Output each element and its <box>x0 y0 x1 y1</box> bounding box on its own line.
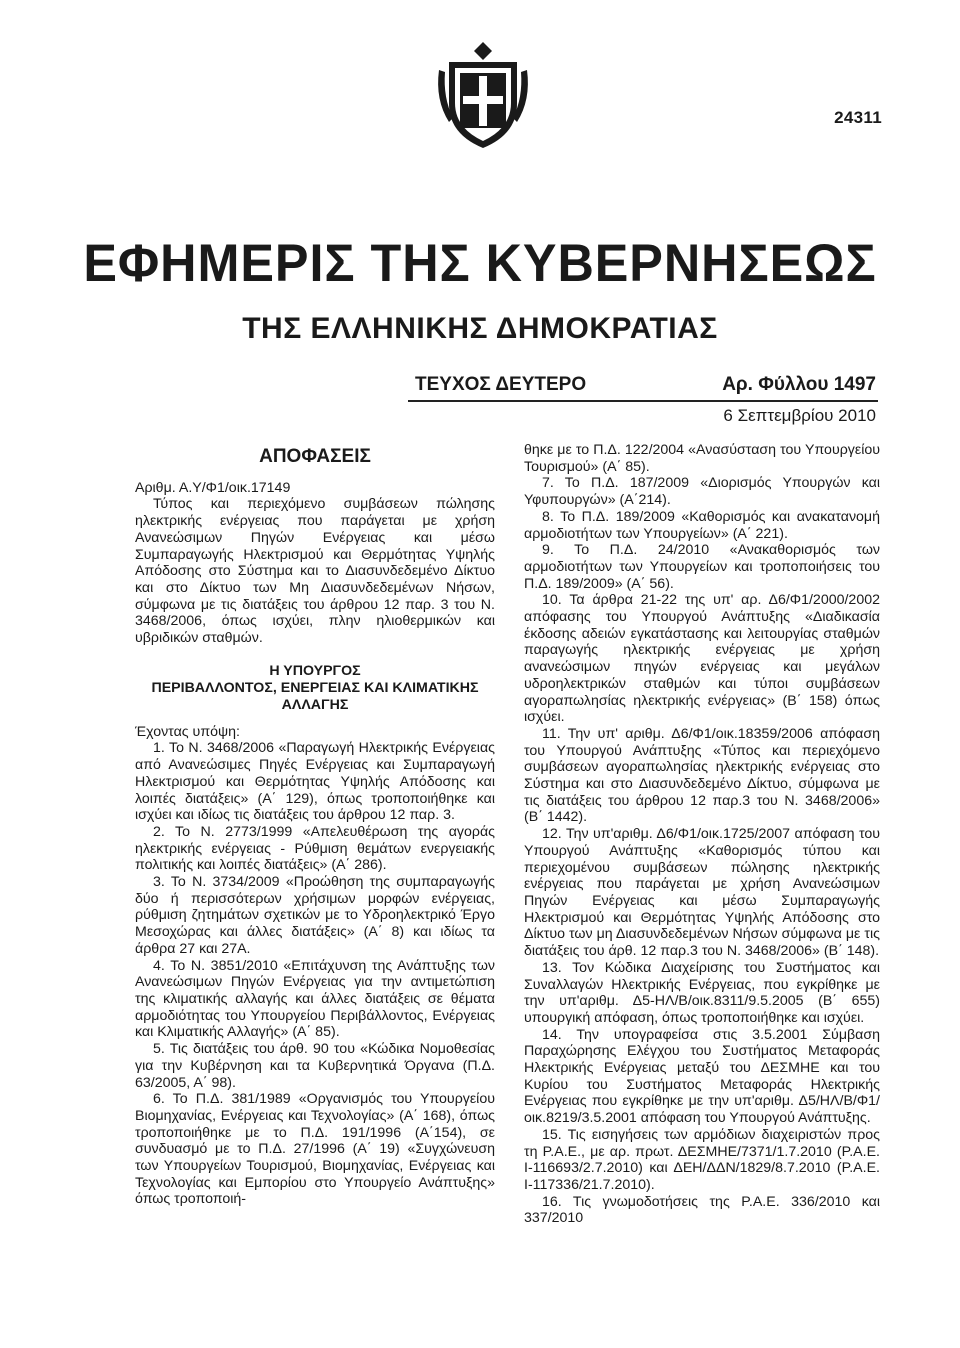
list-item: 13. Τον Κώδικα Διαχείρισης του Συστήματος και Συναλλαγών Ηλεκτρικής Ενέργειας, που εγκρίθηκε με την υπ'αριθμ. Δ5-ΗΛ/Β/οικ.8311/9.5.2005 (Β΄ 655) υπουργική απόφαση, όπως τροποποιήθηκε και ισχύει. <box>524 959 880 1026</box>
considering-label: Έχοντας υπόψη: <box>135 723 240 740</box>
minister-line: ΠΕΡΙΒΑΛΛΟΝΤΟΣ, ΕΝΕΡΓΕΙΑΣ ΚΑΙ ΚΛΙΜΑΤΙΚΗΣ <box>151 679 479 696</box>
list-item: 3. Το Ν. 3734/2009 «Προώθηση της συμπαραγωγής δύο ή περισσότερων χρήσιμων μορφών ενέργειας, ρύθμιση ζητημάτων σχετικών με το Υδροηλεκτρικό Έργο Μεσοχώρας και άλλες διατάξεις» (Α΄ 8) και ιδίως τα άρθρα 27 και 27Α. <box>135 874 495 957</box>
list-item: 15. Τις εισηγήσεις των αρμόδιων διαχειριστών προς τη Ρ.Α.Ε., με αρ. πρωτ. ΔΕΣΜΗΕ/7371/1.7.2010 (Ρ.Α.Ε. Ι-116693/2.7.2010) και ΔΕΗ/ΔΔΝ/1829/8.7.2010 (Ρ.Α.Ε. Ι-117336/21.7.2010). <box>524 1126 880 1193</box>
gazette-title: ΕΦΗΜΕΡΙΣ ΤΗΣ ΚΥΒΕΡΝΗΣΕΩΣ <box>83 234 877 293</box>
left-column <box>135 446 495 1208</box>
list-item: 7. Το Π.Δ. 187/2009 «Διορισμός Υπουργών και Υφυπουργών» (Α΄214). <box>524 475 880 509</box>
list-item: 14. Την υπογραφείσα στις 3.5.2001 Σύμβαση Παραχώρησης Ελέγχου του Συστήματος Μεταφοράς Ηλεκτρικής Ενέργειας μεταξύ του ΔΕΣΜΗΕ και του Κυρίου του Συστήματος Μεταφοράς Ηλεκτρικής Ενέργειας που εγκρίθηκε με την υπ'αριθμ. Δ5/ΗΛ/Β/Φ1/οικ.8219/3.5.2001 απόφαση του Υπουργού Ανάπτυξης. <box>524 1026 880 1127</box>
list-item: 12. Την υπ'αριθμ. Δ6/Φ1/οικ.1725/2007 απόφαση του Υπουργού Ανάπτυξης «Καθορισμός τύπου και περιεχομένου συμβάσεων πώλησης ηλεκτρικής ενέργειας που παράγεται με χρήση Ανανεώσιμων Πηγών Ενέργειας και μέσω Συμπαραγωγής Ηλεκτρισμού και Θερμότητας Υψηλής Απόδοσης στο Δίκτυο των μη Διασυνδεδεμένων Νήσων σύμφωνα με τις διατάξεις του άρθ. 12 παρ.3 του Ν. 3468/2006» (Β΄ 148). <box>524 826 880 960</box>
list-item: 9. Το Π.Δ. 24/2010 «Ανακαθορισμός των αρμοδιοτήτων των Υπουργείων και τροποποιήσεις του Π.Δ. 189/2009» (Α΄ 56). <box>524 542 880 592</box>
issue-date: 6 Σεπτεμβρίου 2010 <box>723 406 876 425</box>
gazette-subtitle: ΤΗΣ ΕΛΛΗΝΙΚΗΣ ΔΗΜΟΚΡΑΤΙΑΣ <box>242 312 718 345</box>
decision-number: Αριθμ. Α.Υ/Φ1/οικ.17149 <box>135 479 291 496</box>
list-item: 2. Το Ν. 2773/1999 «Απελευθέρωση της αγοράς ηλεκτρικής ενέργειας - Ρύθμιση θεμάτων ενεργειακής πολιτικής και λοιπές διατάξεις» (Α΄ 286). <box>135 823 495 874</box>
list-item: 4. Το Ν. 3851/2010 «Επιτάχυνση της Ανάπτυξης των Ανανεώσιμων Πηγών Ενέργειας για την αντιμετώπιση της κλιματικής αλλαγής και άλλες διατάξεις σε θέματα αρμοδιότητας του Υπουργείου Περιβάλλοντος, Ενέργειας και Κλιματικής Αλλαγής» (Α΄ 85). <box>135 957 495 1041</box>
list-item: 1. Το Ν. 3468/2006 «Παραγωγή Ηλεκτρικής Ενέργειας από Ανανεώσιμες Πηγές Ενέργειας και Συμπαραγωγή Ηλεκτρισμού και Θερμότητας Υψηλής Απόδοσης και λοιπές διατάξεις» (Α΄ 129), όπως τροποποιήθηκε και ισχύει και ιδίως τις διατάξεις του άρθρου 12 παρ. 3. <box>135 740 495 824</box>
issue-row <box>0 374 960 398</box>
header-rule <box>408 400 878 402</box>
minister-line: ΑΛΛΑΓΗΣ <box>281 696 349 713</box>
list-item: θηκε με το Π.Δ. 122/2004 «Ανασύσταση του Υπουργείου Τουρισμού» (Α΄ 85). <box>524 442 880 475</box>
issue-series: ΤΕΥΧΟΣ ΔΕΥΤΕΡΟ <box>415 374 587 395</box>
sheet-number: Αρ. Φύλλου 1497 <box>722 374 876 395</box>
list-item: 10. Τα άρθρα 21-22 της υπ' αρ. Δ6/Φ1/2000/2002 απόφασης του Υπουργού Ανάπτυξης «Διαδικασία έκδοσης αδειών εγκατάστασης και λειτουργίας σταθμών παραγωγής ηλεκτρικής ενέργειας με χρήση ανανεώσιμων πηγών ενέργειας και μεγάλων υδροηλεκτρικών σταθμών και τύποι συμβάσεων αγοραπωλησίας ηλεκτρικής ενέργειας» (Β΄ 158) όπως ισχύει. <box>524 592 880 726</box>
right-column <box>524 442 880 1227</box>
decision-title: Τύπος και περιεχόμενο συμβάσεων πώλησης ηλεκτρικής ενέργειας που παράγεται με χρήση Ανανεώσιμων Πηγών Ενέργειας και μέσω Συμπαραγωγής Ηλεκτρισμού και Θερμότητας Υψηλής Απόδοσης στο Σύστημα και το Διασυνδεδεμένο Δίκτυο και στο Δίκτυο των Μη Διασυνδεδεμένων Νήσων, σύμφωνα με τις διατάξεις του άρθρου 12 παρ. 3 του Ν. 3468/2006, όπως ισχύει, πλην ηλιοθερμικών και υβριδικών σταθμών. <box>135 496 495 647</box>
greek-coat-of-arms-icon <box>435 38 531 153</box>
section-title: ΑΠΟΦΑΣΕΙΣ <box>259 446 371 467</box>
list-item: 8. Το Π.Δ. 189/2009 «Καθορισμός και ανακατανομή αρμοδιοτήτων των Υπουργείων» (Α΄ 221). <box>524 508 880 542</box>
minister-heading <box>135 663 495 714</box>
page-number: 24311 <box>834 108 882 127</box>
list-item: 5. Τις διατάξεις του άρθ. 90 του «Κώδικα Νομοθεσίας για την Κυβέρνηση και τα Κυβερνητικά Όργανα (Π.Δ. 63/2005, Α΄ 98). <box>135 1041 495 1091</box>
list-item: 11. Την υπ' αριθμ. Δ6/Φ1/οικ.18359/2006 απόφαση του Υπουργού Ανάπτυξης «Τύπος και περιεχόμενο συμβάσεων αγοραπωλησίας ηλεκτρικής ενέργειας στο Σύστημα και στο Διασυνδεδεμένο Δίκτυο, σύμφωνα με τις διατάξεις του άρθρου 12 παρ.3 του Ν. 3468/2006» (Β΄ 1442). <box>524 725 880 826</box>
list-item: 16. Τις γνωμοδοτήσεις της Ρ.Α.Ε. 336/2010 και 337/2010 <box>524 1193 880 1227</box>
list-item: 6. Το Π.Δ. 381/1989 «Οργανισμός του Υπουργείου Βιομηχανίας, Ενέργειας και Τεχνολογίας» (Α΄ 168), όπως τροποποιήθηκε με το Π.Δ. 191/1996 (Α΄154), σε συνδυασμό με το Π.Δ. 27/1996 (Α΄ 19) «Συγχώνευση των Υπουργείων Τουρισμού, Βιομηχανίας, Ενέργειας και Τεχνολογίας και Εμπορίου στο Υπουργείο Ανάπτυξης» όπως τροποποιή- <box>135 1091 495 1208</box>
minister-line: Η ΥΠΟΥΡΓΟΣ <box>269 662 361 679</box>
